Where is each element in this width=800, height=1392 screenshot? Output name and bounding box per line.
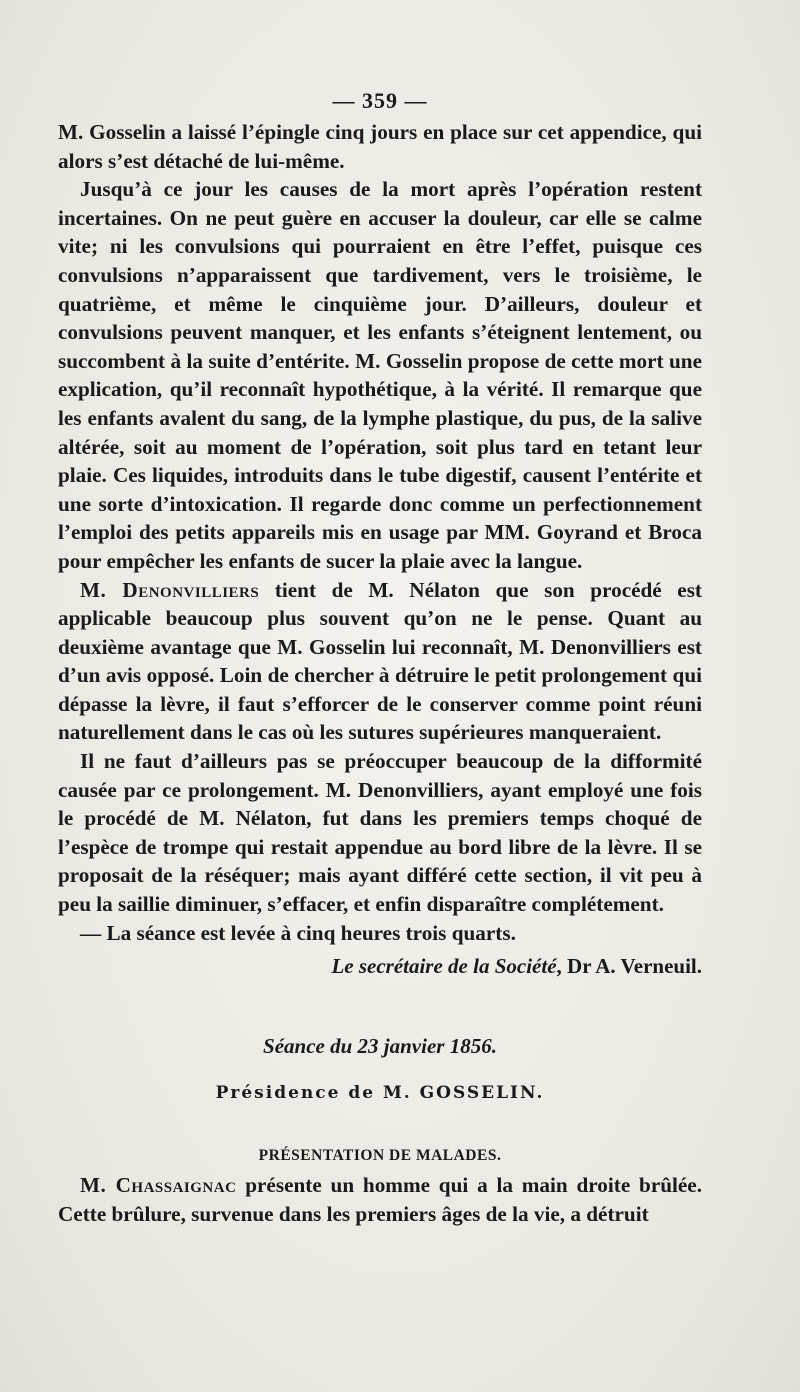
signature-separator: , [556, 954, 568, 979]
speaker-name: M. Denonvilliers [80, 577, 260, 602]
signature-name: Dr A. Verneuil. [567, 954, 702, 979]
paragraph-1: M. Gosselin a laissé l’épingle cinq jours en place sur cet appendice, qui alors s’est détaché de lui-même. [58, 120, 702, 173]
paragraph-5: — La séance est levée à cinq heures trois quarts. [80, 920, 516, 945]
paragraph-4: Il ne faut d’ailleurs pas se préoccuper beaucoup de la difformité causée par ce prolongement. M. Denonvilliers, ayant employé une fois le procédé de M. Nélaton, fut dans les premiers temps choqué de l’espèce de trompe qui restait appendue au bord libre de la lèvre. Il se proposait de la réséquer; mais ayant différé cette section, il vit peu à peu la saillie diminuer, s’effacer, et enfin disparaître complétement. [58, 749, 702, 917]
presidency-heading: Présidence de M. GOSSELIN. [215, 1083, 545, 1104]
paragraph-2: Jusqu’à ce jour les causes de la mort après l’opération restent incertaines. On ne peut guère en accuser la douleur, car elle se calme vite; ni les convulsions qui pourraient en être l’effet, puisque ces convulsions n’apparaissent que tardivement, vers le troisième, le quatrième, et même le cinquième jour. D’ailleurs, douleur et convulsions peuvent manquer, et les enfants s’éteignent lentement, ou succombent à la suite d’entérite. M. Gosselin propose de cette mort une explication, qu’il reconnaît hypothétique, à la vérité. Il remarque que les enfants avalent du sang, de la lymphe plastique, du pus, de la salive altérée, soit au moment de l’opération, soit plus tard en tetant leur plaie. Ces liquides, introduits dans le tube digestif, causent l’entérite et une sorte d’intoxication. Il regarde donc comme un perfectionnement l’emploi des petits appareils mis en usage par MM. Goyrand et Broca pour empêcher les enfants de sucer la plaie avec la langue. [58, 177, 702, 573]
secretary-signature [58, 951, 702, 981]
text-body [58, 88, 702, 1228]
section-title: PRÉSENTATION DE MALADES. [258, 1147, 502, 1165]
final-speaker-name: M. Chassaignac [80, 1173, 237, 1198]
final-paragraph-text: présente un homme qui a la main droite brûlée. Cette brûlure, survenue dans les premiers âges de la vie, a détruit [58, 1173, 703, 1226]
signature-title: Le secrétaire de la Société [331, 954, 557, 979]
paragraph-3 [58, 576, 702, 748]
final-paragraph [58, 1171, 702, 1228]
paragraph-3-text: tient de M. Nélaton que son procédé est applicable beaucoup plus souvent qu’on ne le pense. Quant au deuxième avantage que M. Gosselin lui reconnaît, M. Denonvilliers est d’un avis opposé. Loin de chercher à détruire le petit prolongement qui dépasse la lèvre, il faut s’efforcer de le conserver comme point réuni naturellement dans le cas où les sutures supérieures manqueraient. [58, 577, 702, 745]
page-number: — 359 — [332, 88, 428, 113]
session-heading: Séance du 23 janvier 1856. [263, 1034, 497, 1059]
